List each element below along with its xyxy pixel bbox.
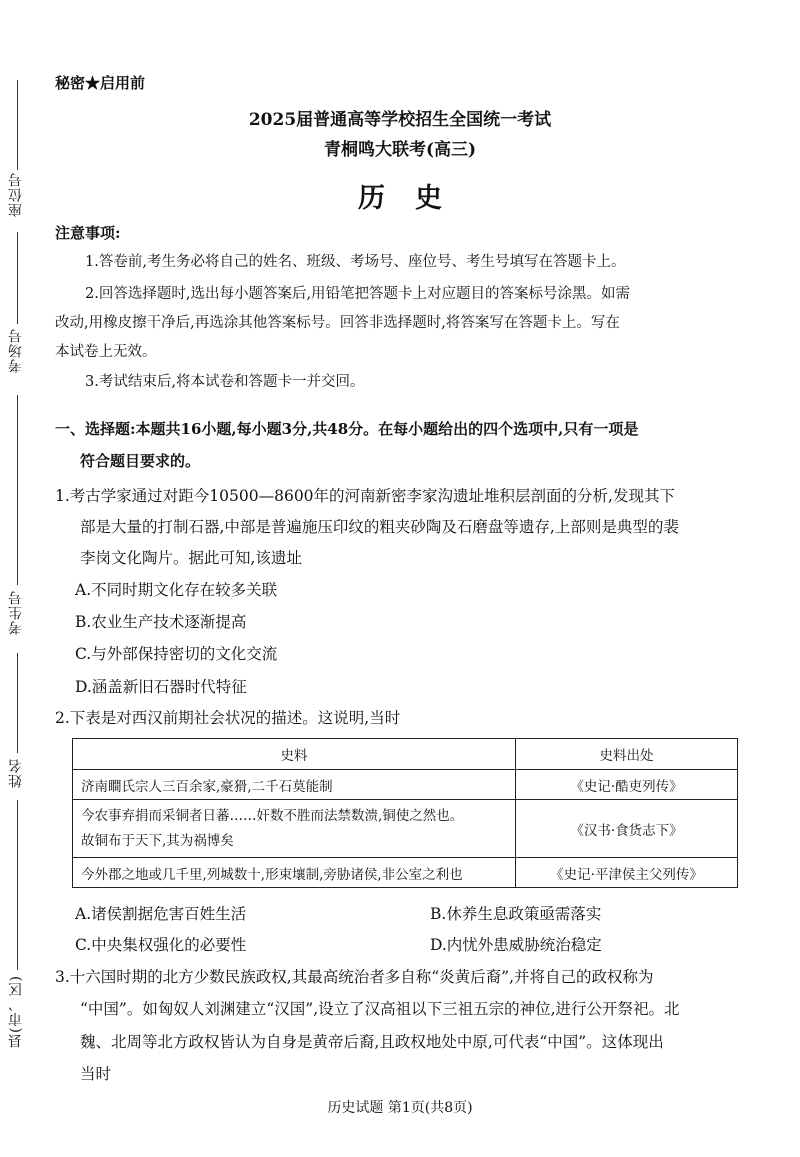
section-heading: 一、选择题:本题共16小题,每小题3分,共48分。在每小题给出的四个选项中,只有一项是 xyxy=(55,420,639,438)
name-label: 姓名 xyxy=(8,758,24,788)
question-2-stem: 2.下表是对西汉前期社会状况的描述。这说明,当时 xyxy=(55,709,401,727)
source-origin: 《史记·平津侯主父列传》 xyxy=(516,858,738,888)
table-row xyxy=(73,770,738,800)
source-text: 今外郡之地或几千里,列城数十,形束壤制,旁胁诸侯,非公室之利也 xyxy=(73,858,516,888)
confidential-mark: 秘密★启用前 xyxy=(55,74,146,92)
question-2-option-a[interactable]: A.诸侯割据危害百姓生活 xyxy=(75,905,247,923)
exam-room-label: 考场号 xyxy=(8,328,24,373)
margin-binding-line xyxy=(17,232,18,324)
source-origin: 《史记·酷吏列传》 xyxy=(516,770,738,800)
county-label: 县(市、区) xyxy=(8,975,24,1048)
question-3-line: 当时 xyxy=(80,1065,112,1083)
question-3-line: 魏、北周等北方政权皆认为自身是黄帝后裔,且政权地处中原,可代表“中国”。这体现出 xyxy=(80,1033,664,1051)
source-text-line: 故铜布于天下,其为祸博矣 xyxy=(81,832,234,849)
page-footer: 历史试题 第1页(共8页) xyxy=(327,1100,473,1116)
exam-subtitle: 青桐鸣大联考(高三) xyxy=(323,140,477,160)
subject-title: 历史 xyxy=(358,183,472,214)
question-1-option-d[interactable]: D.涵盖新旧石器时代特征 xyxy=(75,678,247,696)
margin-binding-line xyxy=(17,395,18,585)
margin-binding-line xyxy=(17,653,18,753)
question-1-option-a[interactable]: A.不同时期文化存在较多关联 xyxy=(75,581,278,599)
notice-line: 改动,用橡皮擦干净后,再选涂其他答案标号。回答非选择题时,将答案写在答题卡上。写在 xyxy=(55,315,620,331)
question-2-option-c[interactable]: C.中央集权强化的必要性 xyxy=(75,936,247,954)
section-heading-cont: 符合题目要求的。 xyxy=(80,452,201,470)
table-row xyxy=(73,800,738,858)
question-1-line: 部是大量的打制石器,中部是普遍施压印纹的粗夹砂陶及石磨盘等遗存,上部则是典型的裴 xyxy=(80,518,679,536)
source-table xyxy=(72,738,738,888)
question-1-option-c[interactable]: C.与外部保持密切的文化交流 xyxy=(75,645,278,663)
question-3-line: 3.十六国时期的北方少数民族政权,其最高统治者多自称“炎黄后裔”,并将自己的政权称为 xyxy=(55,968,654,986)
notice-heading: 注意事项: xyxy=(55,224,121,242)
question-2-option-d[interactable]: D.内忧外患威胁统治稳定 xyxy=(430,936,602,954)
notice-line: 本试卷上无效。 xyxy=(55,344,157,360)
question-1-option-b[interactable]: B.农业生产技术逐渐提高 xyxy=(75,613,247,631)
source-origin: 《汉书·食货志下》 xyxy=(516,800,738,858)
table-row xyxy=(73,858,738,888)
source-text xyxy=(73,800,516,858)
table-header-row xyxy=(73,739,738,770)
notice-line: 3.考试结束后,将本试卷和答题卡一并交回。 xyxy=(85,374,365,390)
source-text: 济南瞷氏宗人三百余家,豪猾,二千石莫能制 xyxy=(73,770,516,800)
notice-line: 1.答卷前,考生务必将自己的姓名、班级、考场号、座位号、考生号填写在答题卡上。 xyxy=(85,254,626,270)
question-1-line: 1.考古学家通过对距今10500—8600年的河南新密李家沟遗址堆积层剖面的分析,发现其下 xyxy=(55,487,675,505)
candidate-number-label: 考生号 xyxy=(8,590,24,635)
question-1-line: 李岗文化陶片。据此可知,该遗址 xyxy=(80,549,302,567)
margin-binding-line xyxy=(17,800,18,970)
question-2-option-b[interactable]: B.休养生息政策亟需落实 xyxy=(430,905,602,923)
seat-number-label: 座位号 xyxy=(8,172,24,217)
header-source-text: 史料 xyxy=(73,739,516,770)
question-3-line: “中国”。如匈奴人刘渊建立“汉国”,设立了汉高祖以下三祖五宗的神位,进行公开祭祀。北 xyxy=(80,1000,680,1018)
notice-line: 2.回答选择题时,选出每小题答案后,用铅笔把答题卡上对应题目的答案标号涂黑。如需 xyxy=(85,286,631,302)
exam-title: 2025届普通高等学校招生全国统一考试 xyxy=(248,110,552,130)
header-source-origin: 史料出处 xyxy=(516,739,738,770)
source-text-line: 今农事弃捐而采铜者日蕃……奸数不胜而法禁数溃,铜使之然也。 xyxy=(81,807,464,824)
